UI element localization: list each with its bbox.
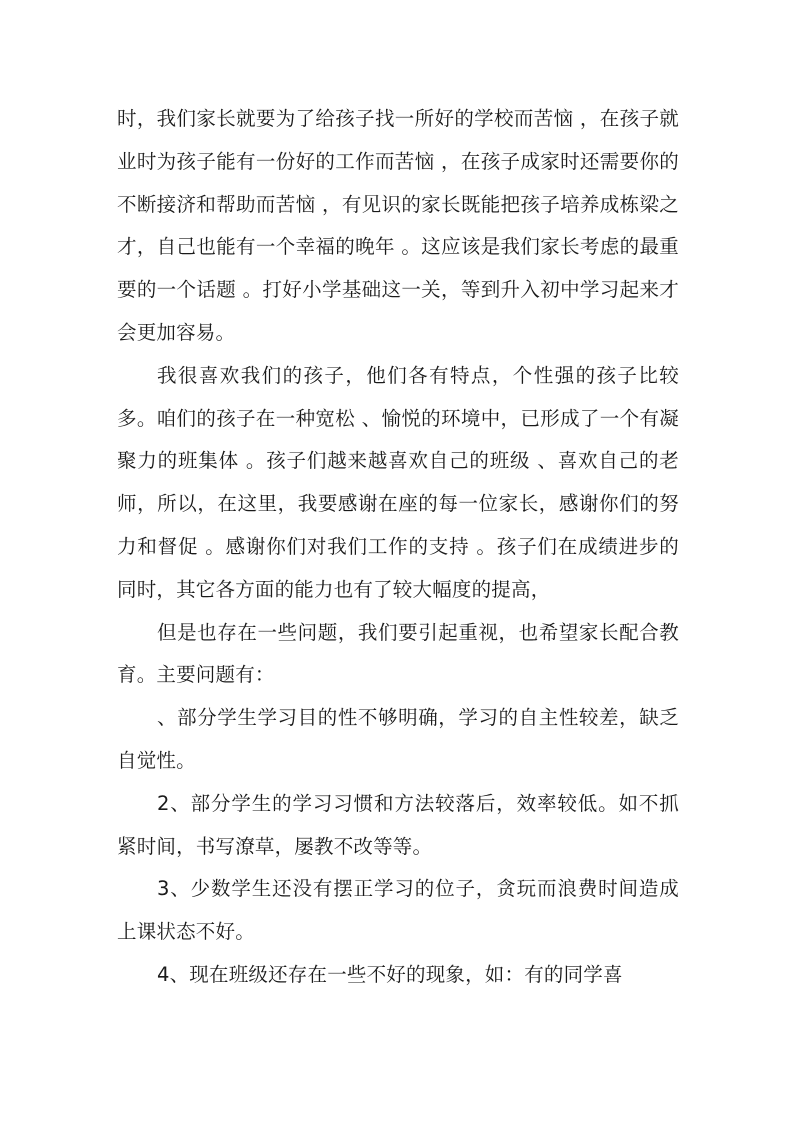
list-item-4: 4、现在班级还存在一些不好的现象，如：有的同学喜 (157, 962, 623, 986)
paragraph-2: 我很喜欢我们的孩子，他们各有特点，个性强的孩子比较多。咱们的孩子在一种宽松 、愉悦的环境中，已形成了一个有凝聚力的班集体 。孩子们越来越喜欢自己的班级 、喜欢自己的老师，所以，在这里，我要感谢在座的每一位家长，感谢你们的努力和督促 。感谢你们对我们工作的支持 。孩子们在成绩进步的同时，其它各方面的能力也有了较大幅度的提高， (117, 363, 679, 601)
paragraph-1: 时，我们家长就要为了给孩子找一所好的学校而苦恼 ，在孩子就业时为孩子能有一份好的工作而苦恼 ，在孩子成家时还需要你的不断接济和帮助而苦恼 ，有见识的家长既能把孩子培养成栋梁之才，自己也能有一个幸福的晚年 。这应该是我们家长考虑的最重要的一个话题 。打好小学基础这一关，等到升入初中学习起来才会更加容易。 (117, 107, 679, 344)
paragraph-3: 但是也存在一些问题，我们要引起重视，也希望家长配合教育。主要问题有： (117, 620, 679, 687)
list-item-3: 3、少数学生还没有摆正学习的位子，贪玩而浪费时间造成上课状态不好。 (117, 877, 679, 944)
document-body (117, 98, 679, 997)
list-item-2: 2、部分学生的学习习惯和方法较落后，效率较低。如不抓紧时间，书写潦草，屡教不改等等。 (117, 791, 679, 858)
list-item-1: 、部分学生学习目的性不够明确，学习的自主性较差，缺乏自觉性。 (117, 706, 679, 772)
